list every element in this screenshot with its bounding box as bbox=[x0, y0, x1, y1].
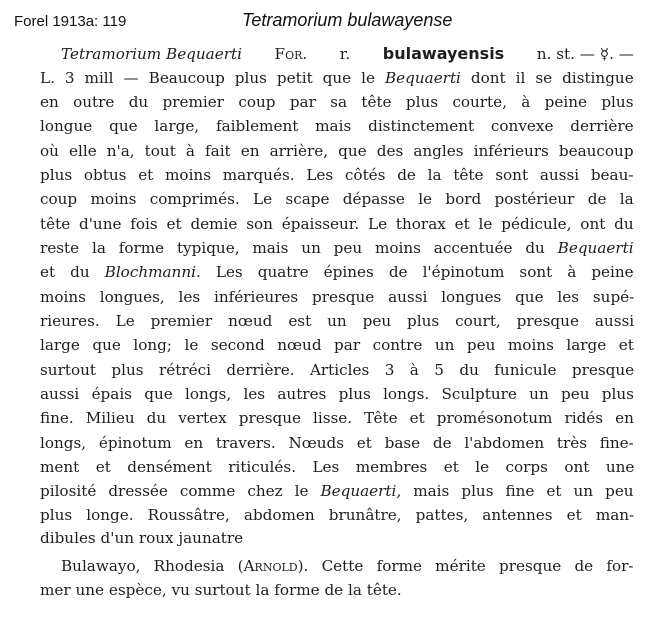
citation-header: Forel 1913a: 119 bbox=[14, 13, 127, 30]
description-line: où elle n'a, tout à fait en arrière, que des angles inférieurs beaucoup bbox=[40, 142, 634, 160]
description-line: longs, épinotum en travers. Nœuds et base de l'abdomen très fine- bbox=[40, 434, 634, 452]
description-line: rieures. Le premier nœud est un peu plus court, presque aussi bbox=[40, 312, 635, 330]
description-line: plus obtus et moins marqués. Les côtés de la tête sont aussi beau- bbox=[40, 166, 634, 184]
description-line: pilosité dressée comme chez le Bequaerti, mais plus fine et un peu bbox=[40, 482, 634, 500]
author-abbrev: For. bbox=[274, 45, 308, 63]
description-line: moins longues, les inférieures presque aussi longues que les supé- bbox=[40, 288, 635, 306]
description-line: aussi épais que longs, les autres plus longs. Sculpture un peu plus bbox=[40, 385, 634, 403]
locality-line: Bulawayo, Rhodesia (Arnold). Cette forme mérite presque de for- bbox=[61, 557, 634, 575]
description-line: longue que large, faiblement mais distinctement convexe derrière bbox=[40, 117, 634, 135]
description-line: L. 3 mill — Beaucoup plus petit que le Bequaerti dont il se distingue bbox=[40, 69, 634, 87]
description-line: coup moins comprimés. Le scape dépasse le bord postérieur de la bbox=[40, 190, 634, 208]
description-line: ment et densément riticulés. Les membres et le corps ont une bbox=[40, 458, 635, 476]
description-line: tête d'une fois et demie son épaisseur. Le thorax et le pédicule, ont du bbox=[40, 215, 634, 233]
description-line: en outre du premier coup par sa tête plus courte, à peine plus bbox=[40, 93, 634, 111]
status-text: n. st. — ☿. — bbox=[536, 45, 634, 63]
description-line: reste la forme typique, mais un peu moins accentuée du Bequaerti bbox=[40, 239, 634, 257]
subspecies-name: bulawayensis bbox=[382, 44, 505, 63]
rank-abbrev: r. bbox=[339, 45, 351, 63]
genus-name: Tetramorium Bequaerti bbox=[61, 45, 242, 63]
description-line: fine. Milieu du vertex presque lisse. Tête et promésonotum ridés en bbox=[40, 409, 634, 427]
description-line: plus longe. Roussâtre, abdomen brunâtre, pattes, antennes et man- bbox=[40, 506, 635, 524]
description-line: surtout plus rétréci derrière. Articles 3 à 5 du funicule presque bbox=[40, 361, 635, 379]
locality-line: mer une espèce, vu surtout la forme de la tête. bbox=[40, 581, 402, 599]
description-line: large que long; le second nœud par contre un peu moins large et bbox=[40, 336, 634, 354]
taxon-title: Tetramorium bulawayense bbox=[242, 10, 453, 30]
description-line-1 bbox=[61, 44, 634, 64]
description-line: dibules d'un roux jaunatre bbox=[40, 529, 244, 547]
description-line: et du Blochmanni. Les quatre épines de l'épinotum sont à peine bbox=[40, 263, 634, 281]
